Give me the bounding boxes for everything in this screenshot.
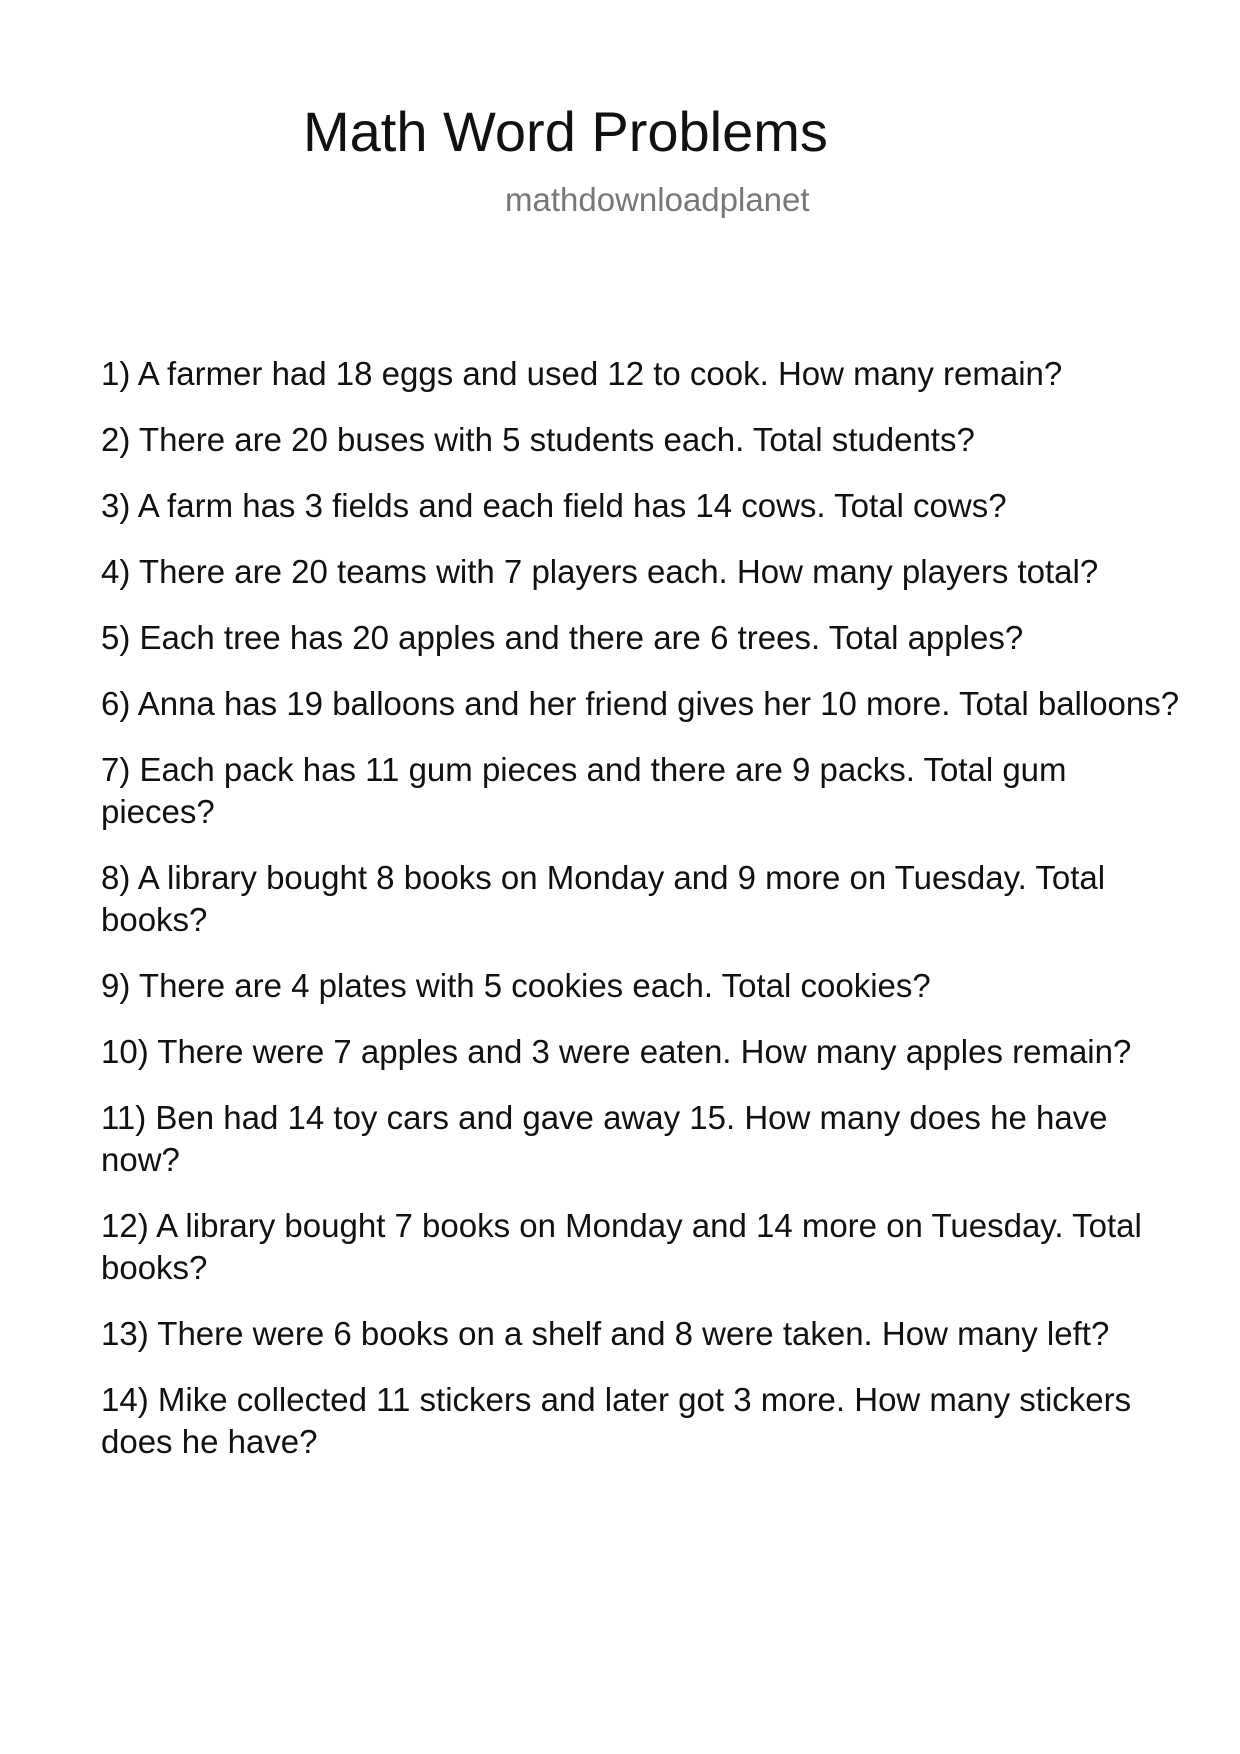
- problem-item: [101, 1097, 1181, 1181]
- problem-number: 9): [101, 967, 131, 1004]
- problem-list: [101, 353, 1181, 1487]
- problem-number: 7): [101, 751, 131, 788]
- problem-number: 3): [101, 487, 131, 524]
- problem-number: 14): [101, 1381, 149, 1418]
- problem-item: [101, 485, 1181, 527]
- problem-item: [101, 1379, 1181, 1463]
- problem-text: Mike collected 11 stickers and later got 3 more. How many stickers does he have?: [101, 1381, 1132, 1460]
- problem-item: [101, 617, 1181, 659]
- problem-number: 8): [101, 859, 131, 896]
- problem-text: There were 7 apples and 3 were eaten. How many apples remain?: [157, 1033, 1132, 1070]
- problem-item: [101, 749, 1181, 833]
- problem-text: A farmer had 18 eggs and used 12 to cook. How many remain?: [137, 355, 1063, 392]
- problem-text: There were 6 books on a shelf and 8 were taken. How many left?: [157, 1315, 1110, 1352]
- problem-item: [101, 965, 1181, 1007]
- page-title: Math Word Problems: [303, 100, 828, 163]
- problem-text: There are 20 teams with 7 players each. How many players total?: [138, 553, 1099, 590]
- problem-text: A library bought 8 books on Monday and 9 more on Tuesday. Total books?: [101, 859, 1106, 938]
- problem-text: There are 20 buses with 5 students each. Total students?: [138, 421, 975, 458]
- problem-number: 5): [101, 619, 131, 656]
- problem-text: A farm has 3 fields and each field has 14 cows. Total cows?: [137, 487, 1007, 524]
- problem-number: 13): [101, 1315, 149, 1352]
- problem-number: 1): [101, 355, 131, 392]
- problem-item: [101, 419, 1181, 461]
- problem-text: Each tree has 20 apples and there are 6 trees. Total apples?: [139, 619, 1024, 656]
- problem-item: [101, 683, 1181, 725]
- problem-number: 2): [101, 421, 131, 458]
- problem-text: A library bought 7 books on Monday and 14 more on Tuesday. Total books?: [101, 1207, 1142, 1286]
- problem-text: Anna has 19 balloons and her friend gives her 10 more. Total balloons?: [137, 685, 1180, 722]
- problem-number: 4): [101, 553, 131, 590]
- problem-item: [101, 857, 1181, 941]
- problem-item: [101, 1205, 1181, 1289]
- problem-item: [101, 1313, 1181, 1355]
- problem-text: There are 4 plates with 5 cookies each. Total cookies?: [138, 967, 931, 1004]
- problem-text: Ben had 14 toy cars and gave away 15. How many does he have now?: [101, 1099, 1108, 1178]
- problem-item: [101, 1031, 1181, 1073]
- problem-item: [101, 353, 1181, 395]
- problem-item: [101, 551, 1181, 593]
- problem-number: 6): [101, 685, 131, 722]
- problem-number: 10): [101, 1033, 149, 1070]
- problem-text: Each pack has 11 gum pieces and there are 9 packs. Total gum pieces?: [101, 751, 1067, 830]
- page-subtitle: mathdownloadplanet: [505, 181, 810, 218]
- problem-number: 12): [101, 1207, 149, 1244]
- problem-number: 11): [101, 1099, 147, 1136]
